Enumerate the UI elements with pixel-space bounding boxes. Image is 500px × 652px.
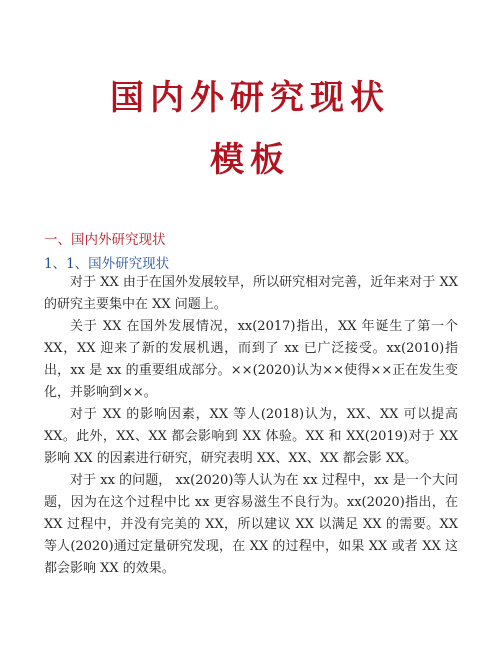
section-heading: 一、国内外研究现状 bbox=[44, 232, 166, 248]
paragraph: 对于 xx 的问题， xx(2020)等人认为在 xx 过程中，xx 是一个大问题，因为在这个过程中比 xx 更容易滋生不良行为。xx(2020)指出，在 XX 过程中，并没有完美的 XX，所以建议 XX 以满足 XX 的需要。XX 等人(2020)通过定量研究发现，在 XX 的过程中，如果 XX 或者 XX 这都会影响 XX 的效果。 bbox=[44, 473, 458, 576]
paragraph: 对于 XX 由于在国外发展较早，所以研究相对完善，近年来对于 XX 的研究主要集中在 XX 问题上。 bbox=[44, 275, 458, 312]
document-title: 国内外研究现状 bbox=[110, 78, 390, 118]
document-subtitle: 模板 bbox=[210, 140, 290, 180]
body-text bbox=[44, 272, 458, 580]
subsection-heading: 1、1、国外研究现状 bbox=[44, 256, 170, 272]
paragraph: 关于 XX 在国外发展情况，xx(2017)指出，XX 年诞生了第一个 XX，XX 迎来了新的发展机遇，而到了 xx 已广泛接受。xx(2010)指出，xx 是 xx 的重要组成部分。××(2020)认为××使得××正在发生变化，并影响到××。 bbox=[44, 319, 458, 400]
paragraph: 对于 XX 的影响因素，XX 等人(2018)认为，XX、XX 可以提高 XX。此外，XX、XX 都会影响到 XX 体验。XX 和 XX(2019)对于 XX 影响 XX 的因素进行研究，研究表明 XX、XX、XX 都会影 XX。 bbox=[44, 407, 458, 466]
